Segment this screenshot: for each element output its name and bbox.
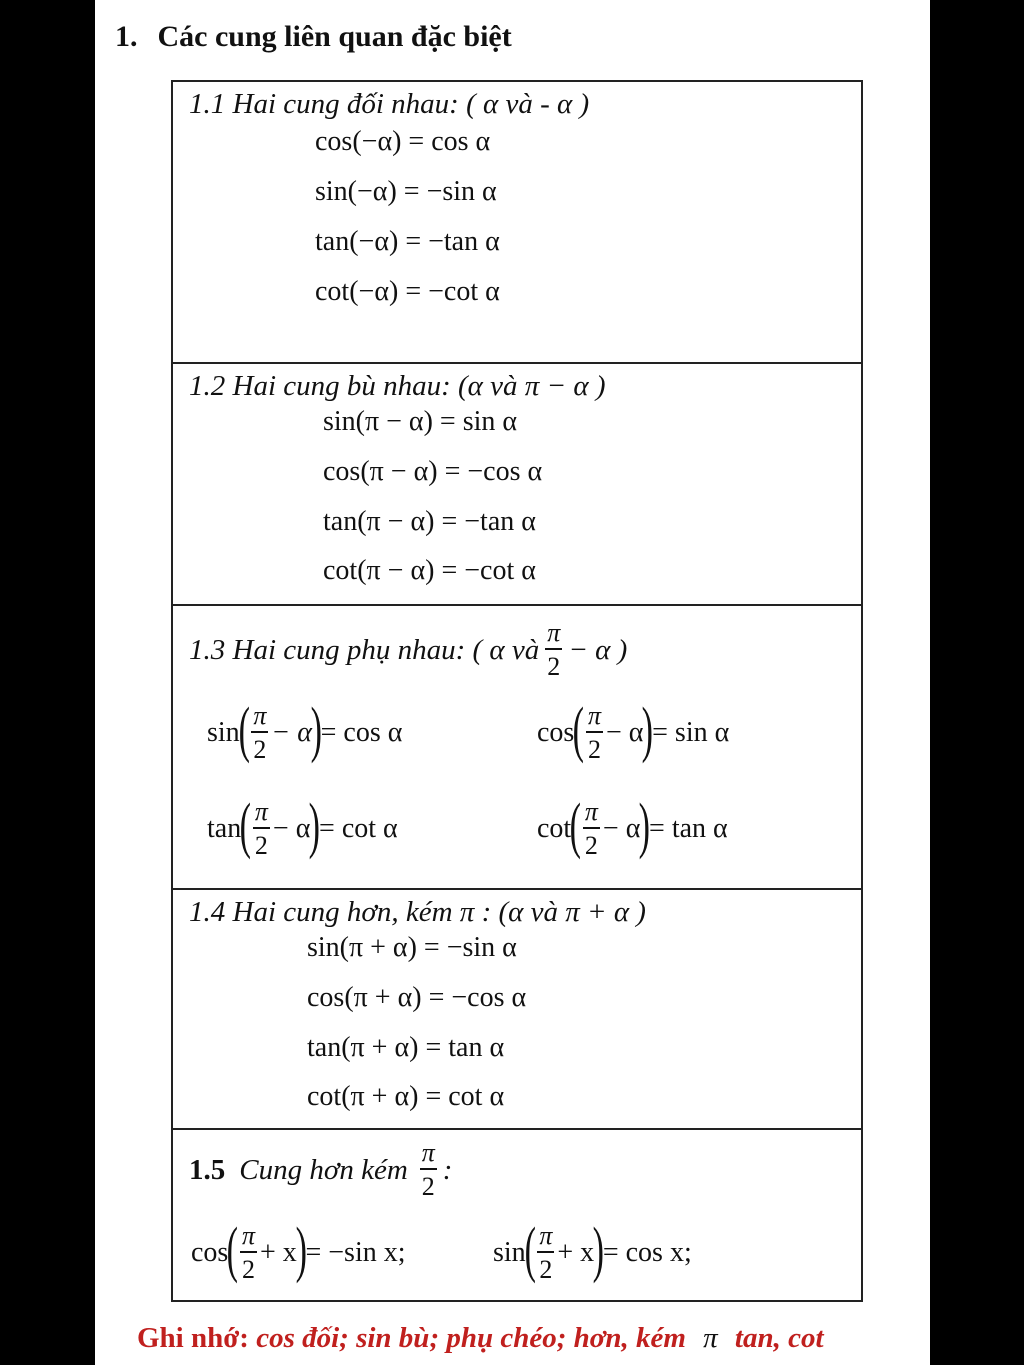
frac-num: π xyxy=(587,701,602,730)
memory-note xyxy=(137,1322,824,1355)
formula: sin(−α) = −sin α xyxy=(315,176,497,207)
heading-number: 1. xyxy=(115,20,138,53)
formula-cos-plus-half-pi: cos ( $\frac{\pi}{2}$ + x ) = −sin x; xyxy=(191,1216,406,1284)
title-colon: : xyxy=(442,1153,453,1186)
formula: sin(π + α) = −sin α xyxy=(307,932,517,963)
note-text: cos đối; sin bù; phụ chéo; hơn, kém xyxy=(256,1322,686,1354)
frac-den: 2 xyxy=(584,831,598,860)
minus-alpha: − α xyxy=(602,813,641,844)
section-title: 1.2 Hai cung bù nhau: (α và π − α ) xyxy=(189,370,606,402)
frac-num: π xyxy=(584,797,598,826)
document-page xyxy=(95,0,930,1365)
frac-den: 2 xyxy=(588,735,601,764)
fn-name: sin xyxy=(207,717,240,748)
formula: cos(−α) = cos α xyxy=(315,126,491,157)
frac-den: 2 xyxy=(539,1255,553,1284)
frac-den: 2 xyxy=(547,652,561,681)
fn-name: tan xyxy=(207,813,242,844)
formula-tan-complement: tan ( $\frac{\pi}{2}$ − α ) = cot α xyxy=(207,792,398,860)
frac-num: π xyxy=(547,618,561,647)
formula: tan(π − α) = −tan α xyxy=(323,506,536,537)
formula: sin(π − α) = sin α xyxy=(323,406,518,437)
minus-alpha: − α xyxy=(272,813,311,844)
frac-num: π xyxy=(253,701,267,730)
rhs: = cot α xyxy=(319,813,398,844)
frac-den: 2 xyxy=(254,831,268,860)
section-title xyxy=(189,620,627,680)
formula: cos(π − α) = −cos α xyxy=(323,456,543,487)
frac-num: π xyxy=(254,797,268,826)
fn-name: cos xyxy=(537,717,575,748)
rhs: = cos x; xyxy=(602,1237,692,1268)
rhs: = tan α xyxy=(649,813,728,844)
fn-name: cot xyxy=(537,813,572,844)
fraction-pi-over-2 xyxy=(545,620,562,680)
rhs: = cos α xyxy=(320,717,403,748)
section-title: 1.1 Hai cung đối nhau: ( α và - α ) xyxy=(189,88,590,120)
page-heading xyxy=(115,20,512,54)
frac-num: π xyxy=(241,1221,256,1250)
formula-sin-complement: sin ( $\frac{\pi}{2}$ − α ) = cos α xyxy=(207,696,403,764)
section-title xyxy=(189,1140,452,1200)
frac-den: 2 xyxy=(253,735,267,764)
title-prefix: 1.3 Hai cung phụ nhau: ( α và xyxy=(189,633,540,666)
title-text: Cung hơn kém xyxy=(239,1153,408,1186)
note-tail: tan, cot xyxy=(734,1322,824,1354)
section-title: 1.4 Hai cung hơn, kém π : (α và π + α ) xyxy=(189,896,646,928)
section-box-complementary xyxy=(171,604,863,890)
formula: cot(π − α) = −cot α xyxy=(323,555,536,586)
formula-cot-complement: cot ( $\frac{\pi}{2}$ − α ) = tan α xyxy=(537,792,728,860)
minus-alpha: − α xyxy=(606,717,644,748)
title-suffix: − α ) xyxy=(568,633,628,666)
note-pi: π xyxy=(703,1322,718,1354)
frac-num: π xyxy=(539,1221,553,1250)
formula-sin-plus-half-pi: sin ( $\frac{\pi}{2}$ + x ) = cos x; xyxy=(493,1216,692,1284)
fraction-pi-over-2 xyxy=(420,1140,437,1200)
formula: cot(−α) = −cot α xyxy=(315,276,500,307)
fn-name: sin xyxy=(493,1237,526,1268)
title-number: 1.5 xyxy=(189,1153,226,1186)
rhs: = sin α xyxy=(652,717,730,748)
formula: cot(π + α) = cot α xyxy=(307,1081,505,1112)
formula: tan(−α) = −tan α xyxy=(315,226,500,257)
section-box-differ-by-half-pi xyxy=(171,1128,863,1302)
section-box-opposite xyxy=(171,80,863,364)
heading-text: Các cung liên quan đặc biệt xyxy=(157,20,512,53)
plus-x: + x xyxy=(557,1237,595,1268)
formula: tan(π + α) = tan α xyxy=(307,1032,505,1063)
section-box-differ-by-pi xyxy=(171,888,863,1130)
frac-den: 2 xyxy=(242,1255,255,1284)
frac-num: π xyxy=(421,1138,435,1167)
formula-cos-complement: cos ( $\frac{\pi}{2}$ − α ) = sin α xyxy=(537,696,730,764)
formula: cos(π + α) = −cos α xyxy=(307,982,527,1013)
frac-den: 2 xyxy=(421,1172,435,1201)
note-label: Ghi nhớ: xyxy=(137,1322,249,1354)
fn-name: cos xyxy=(191,1237,229,1268)
plus-x: + x xyxy=(260,1237,297,1268)
section-box-supplementary xyxy=(171,362,863,606)
minus-alpha: − α xyxy=(271,717,312,748)
rhs: = −sin x; xyxy=(305,1237,406,1268)
